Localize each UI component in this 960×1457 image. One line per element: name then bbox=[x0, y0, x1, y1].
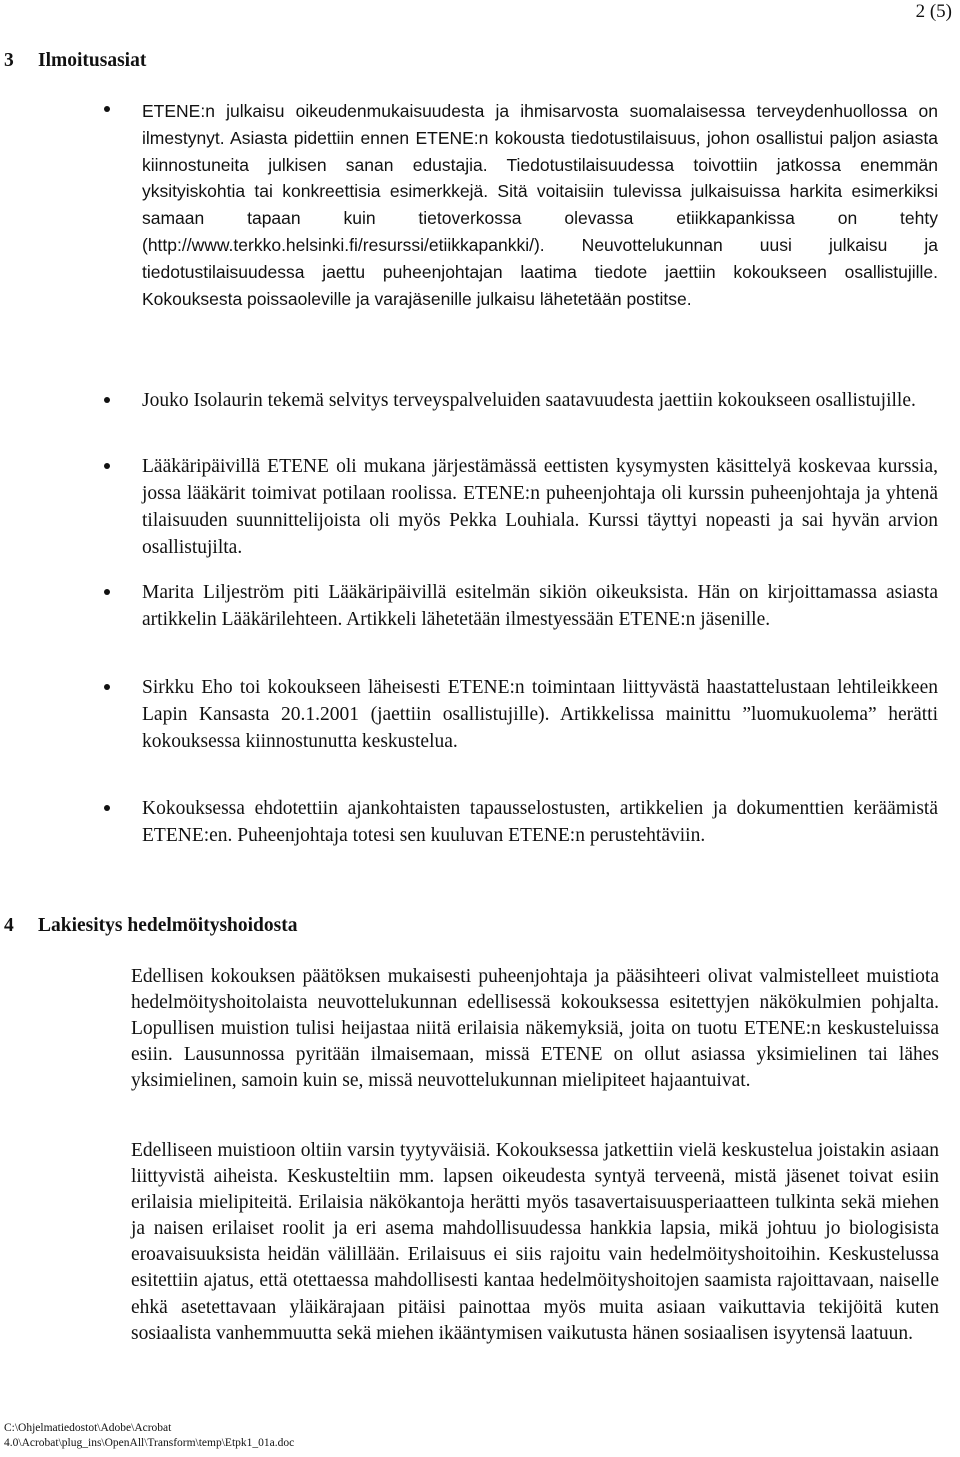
body-paragraph-1: Edellisen kokouksen päätöksen mukaisesti puheenjohtaja ja pääsihteeri olivat valmistelleet muistiota hedelmöityshoitolaista neuvottelukunnan edellisessä kokouksessa esitettyjen näkökulmien pohjalta. Lopullisen muistion tulisi heijastaa niitä erilaisia näkemyksiä, joita on tuotu ETENE:n keskusteluissa esiin. Lausunnossa pyritään ilmaisemaan, missä ETENE on ollut asiassa yksimielinen tai lähes yksimielinen, samoin kuin se, missä neuvottelukunnan mielipiteet hajaantuivat. bbox=[131, 966, 939, 1092]
bullet-dot bbox=[104, 589, 110, 595]
section-number: 4 bbox=[4, 915, 14, 936]
footer-path-line-2: 4.0\Acrobat\plug_ins\OpenAll\Transform\temp\Etpk1_01a.doc bbox=[4, 1437, 295, 1449]
bullet-item-liljestrom: Marita Liljeström piti Lääkäripäivillä esitelmän sikiön oikeuksista. Hän on kirjoittamassa asiasta artikkelin Lääkärilehteen. Artikkeli lähetetään ilmestyessään ETENE:n jäsenille. bbox=[142, 582, 938, 630]
section-heading-4 bbox=[4, 914, 298, 938]
section-title: Ilmoitusasiat bbox=[38, 50, 147, 71]
bullet-item-selvitys: Jouko Isolaurin tekemä selvitys terveyspalveluiden saatavuudesta jaettiin kokoukseen osallistujille. bbox=[142, 390, 916, 411]
section-number: 3 bbox=[4, 50, 14, 71]
footer-path-line-1: C:\Ohjelmatiedostot\Adobe\Acrobat bbox=[4, 1422, 172, 1434]
bullet-dot bbox=[104, 463, 110, 469]
bullet-item-eho: Sirkku Eho toi kokoukseen läheisesti ETENE:n toimintaan liittyvästä haastattelustaan lehtileikkeen Lapin Kansasta 20.1.2001 (jaettiin osallistujille). Artikkelissa mainittu ”luomukuolema” herätti kokouksessa kiinnostunutta keskustelua. bbox=[142, 677, 938, 752]
section-title: Lakiesitys hedelmöityshoidosta bbox=[38, 915, 298, 936]
section-heading-3 bbox=[4, 49, 146, 73]
bullet-item-tapausselostukset: Kokouksessa ehdotettiin ajankohtaisten tapausselostusten, artikkelien ja dokumenttien keräämistä ETENE:en. Puheenjohtaja totesi sen kuuluvan ETENE:n perustehtäviin. bbox=[142, 798, 938, 846]
bullet-dot bbox=[104, 684, 110, 690]
bullet-item-laakaripaivat: Lääkäripäivillä ETENE oli mukana järjestämässä eettisten kysymysten käsittelyä koskevaa kurssia, jossa lääkärit toimivat potilaan roolissa. ETENE:n puheenjohtaja oli kurssin puheenjohtaja ja yhtenä tilaisuuden suunnittelijoista oli myös Pekka Louhiala. Kurssi täyttyi nopeasti ja sai hyvän arvion osallistujilta. bbox=[142, 456, 938, 558]
footer-file-path bbox=[4, 1421, 294, 1451]
bullet-item-etene-julkaisu: ETENE:n julkaisu oikeudenmukaisuudesta ja ihmisarvosta suomalaisessa terveydenhuollossa on ilmestynyt. Asiasta pidettiin ennen ETENE:n kokousta tiedotustilaisuus, johon osallistui paljon asiasta kiinnostuneita julkisen sanan edustajia. Tiedotustilaisuudessa toivottiin jatkossa enemmän yksityiskohtia tai konkreettisia esimerkkejä. Sitä voitaisiin tulevissa julkaisuissa harkita esimerkiksi samaan tapaan kuin tietoverkossa olevassa etiikkapankissa on tehty (http://www.terkko.helsinki.fi/resurssi/etiikkapankki/). Neuvottelukunnan uusi julkaisu ja tiedotustilaisuudessa jaettu puheenjohtajan laatima tiedote jaettiin kokoukseen osallistujille. Kokouksesta poissaoleville ja varajäsenille julkaisu lähetetään postitse. bbox=[142, 101, 938, 309]
bullet-dot bbox=[104, 397, 110, 403]
page-number: 2 (5) bbox=[915, 1, 952, 22]
bullet-dot bbox=[104, 805, 110, 811]
bullet-dot bbox=[104, 106, 110, 112]
body-paragraph-2: Edelliseen muistioon oltiin varsin tyytyväisiä. Kokouksessa jatkettiin vielä keskustelua joistakin asiaan liittyvistä aiheista. Keskusteltiin mm. lapsen oikeudesta syntyä terveenä, mistä jäsenet toivat esiin erilaisia mielipiteitä. Erilaisia näkökantoja herätti myös tasavertaisuusperiaatteen tulkinta sekä miehen ja naisen erilaiset roolit ja eri asema mahdollisuudessa hankkia lapsia, mikä johtuu jo biologisista eroavaisuuksista heidän välillään. Erilaisuus ei siis rajoitu vain hedelmöityshoitoihin. Keskustelussa esitettiin ajatus, että otettaessa mahdollisesti kantaa hedelmöityshoitojen saamista rajoittavaan, naiselle ehkä asetettavaan yläikärajaan pitäisi painottaa myös muita asiaan vaikuttavia tekijöitä kuten sosiaalista vanhemmuutta sekä miehen ikääntymisen vaikutusta hänen sosiaalisen isyytensä laatuun. bbox=[131, 1140, 939, 1344]
